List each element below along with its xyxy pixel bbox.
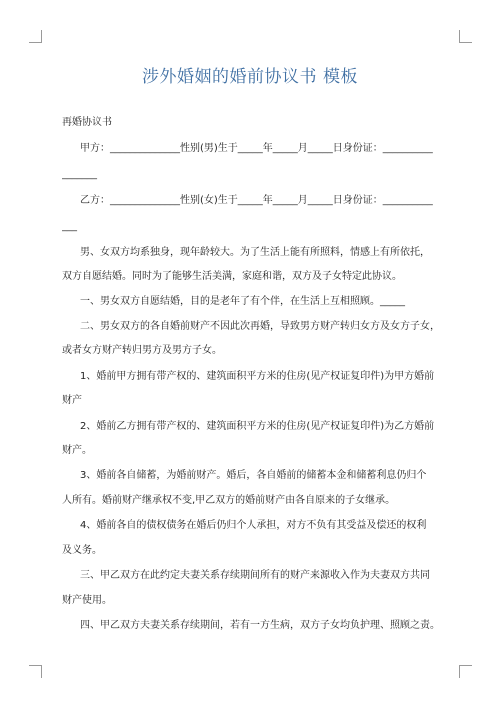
item-2-line-2: 财产。: [62, 445, 92, 456]
clause-2-line-1: 二、男女双方的各自婚前财产不因此次再婚，导致男方财产转归女方及女方子女，: [80, 321, 440, 332]
crop-mark-top-left: [29, 30, 42, 43]
item-3-line-2: 人所有。婚前财产继承权不变,甲乙双方的婚前财产由各自原来的子女继承。: [62, 495, 396, 506]
item-1-line-2: 财产: [62, 395, 82, 406]
item-1-line-1: 1、婚前甲方拥有带产权的、建筑面积平方米的住房(见产权证复印件)为甲方婚前: [80, 371, 435, 382]
clause-3-line-1: 三、甲乙双方在此约定夫妻关系存续期间所有的财产来源收入作为夫妻双方共同: [80, 570, 430, 581]
crop-mark-bottom-right: [459, 665, 472, 678]
clause-3-line-2: 财产使用。: [62, 595, 112, 606]
clause-1: 一、男女双方自愿结婚，目的是老年了有个伴，在生活上互相照顾。_____: [80, 296, 405, 307]
intro-paragraph-line-1: 男、女双方均系独身，现年龄较大。为了生活上能有所照料，情感上有所依托，: [80, 247, 430, 258]
party-a-line: 甲方：______________性别(男)生于_____年_____月_____日身份证：__________: [80, 143, 433, 154]
item-4-line-2: 及义务。: [62, 545, 102, 556]
item-2-line-1: 2、婚前乙方拥有带产权的、建筑面积平方米的住房(见产权证复印件)为乙方婚前: [80, 421, 435, 432]
document-subtitle: 再婚协议书: [62, 117, 112, 128]
crop-mark-bottom-left: [29, 665, 42, 678]
party-a-line-continued: _______: [62, 169, 97, 180]
party-b-line-continued: ___: [62, 221, 77, 232]
party-b-line: 乙方：______________性别(女)生于_____年_____月_____日身份证：__________: [80, 195, 433, 206]
clause-2-line-2: 或者女方财产转归男方及男方子女。: [62, 345, 222, 356]
intro-paragraph-line-2: 双方自愿结婚。同时为了能够生活美满，家庭和谐，双方及子女特定此协议。: [62, 271, 402, 282]
crop-mark-top-right: [459, 30, 472, 43]
item-4-line-1: 4、婚前各自的债权债务在婚后仍归个人承担，对方不负有其受益及偿还的权利: [80, 520, 427, 531]
item-3-line-1: 3、婚前各自储蓄，为婚前财产。婚后，各自婚前的储蓄本金和储蓄利息仍归个: [80, 470, 427, 481]
document-title: 涉外婚姻的婚前协议书 模板: [142, 67, 358, 87]
clause-4: 四、甲乙双方夫妻关系存续期间，若有一方生病，双方子女均负护理、照顾之责。: [80, 620, 440, 631]
